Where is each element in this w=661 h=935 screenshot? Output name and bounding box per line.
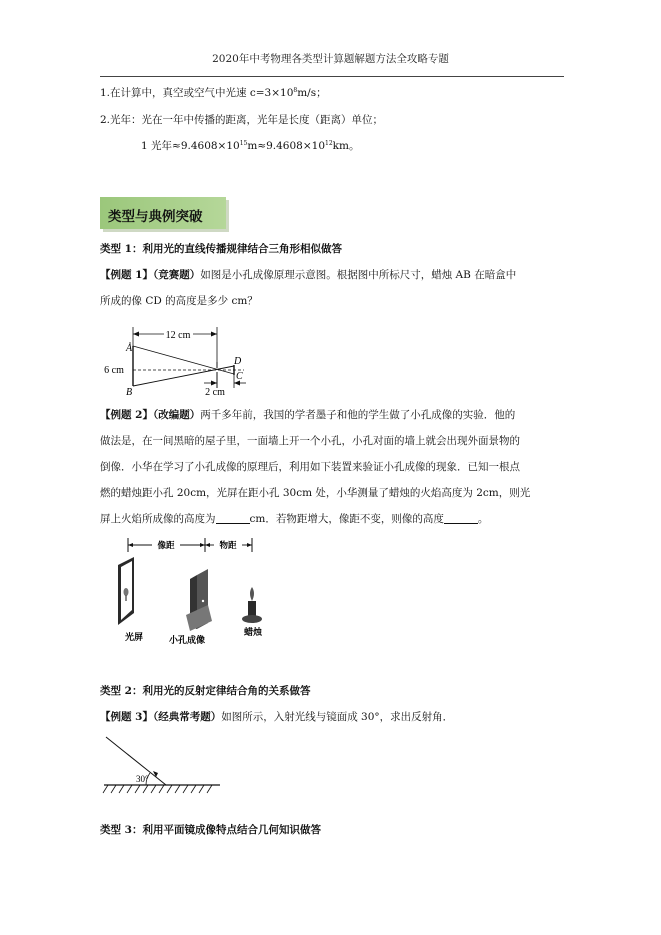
note-3: 1 光年$\approx 9.4608\times 10^{15}m\approx 9.4608\times 10^{12}km$。 (141, 140, 360, 152)
fig1-label-A: A (126, 343, 133, 354)
example2-line5: 屏上火焰所成像的高度为 cm．若物距增大，像距不变，则像的高度 。 (100, 513, 489, 525)
note-2: 2.光年：光在一年中传播的距离，光年是长度（距离）单位； (100, 114, 384, 126)
note-1: 1.在计算中，真空或空气中光速 $c=3\times 10^8m/s$； (100, 87, 327, 99)
header-divider (100, 76, 564, 77)
fig1-top-dimension: 12 cm (165, 330, 191, 341)
type2-heading: 类型 2：利用光的反射定律结合角的关系做答 (100, 685, 311, 697)
section-banner-label: 类型与典例突破 (108, 209, 203, 225)
fig2-screen-label: 光屏 (124, 632, 144, 642)
fig1-label-D: D (234, 356, 242, 367)
fig2-candle-label: 蜡烛 (243, 627, 263, 637)
section-banner (100, 197, 226, 229)
page-header-title: 2020年中考物理各类型计算题解题方法全攻略专题 (212, 53, 449, 65)
fig3-angle-label: 30° (136, 774, 149, 784)
answer-blank-1[interactable] (216, 513, 250, 524)
reflection-diagram (100, 733, 220, 797)
example2-line4: 燃的蜡烛距小孔 20cm，光屏在距小孔 30cm 处，小华测量了蜡烛的火焰高度为 2cm，则光 (100, 487, 531, 499)
answer-blank-2[interactable] (444, 513, 478, 524)
type3-heading: 类型 3：利用平面镜成像特点结合几何知识做答 (100, 824, 321, 836)
example1-line1: 【例题 1】（竞赛题）如图是小孔成像原理示意图。根据图中所标尺寸，蜡烛 AB 在暗盒中 (100, 269, 517, 281)
fig1-left-dimension: 6 cm (104, 365, 124, 376)
fig2-image-distance: 像距 (157, 540, 175, 550)
fig1-bottom-dimension: 2 cm (205, 387, 225, 398)
example2-line2: 做法是，在一间黑暗的屋子里，一面墙上开一个小孔，小孔对面的墙上就会出现外面景物的 (100, 435, 520, 447)
example2-line3: 倒像．小华在学习了小孔成像的原理后，利用如下装置来验证小孔成像的现象．已知一根点 (100, 461, 520, 473)
type1-heading: 类型 1：利用光的直线传播规律结合三角形相似做答 (100, 243, 342, 255)
fig2-pinhole-label: 小孔成像 (168, 635, 206, 645)
pinhole-apparatus-figure (104, 535, 274, 647)
example3-line: 【例题 3】（经典常考题）如图所示，入射光线与镜面成 30°，求出反射角． (100, 711, 454, 723)
fig1-label-C: C (236, 371, 243, 382)
pinhole-diagram (104, 322, 264, 402)
fig2-object-distance: 物距 (219, 540, 237, 550)
fig1-label-B: B (126, 387, 133, 398)
example2-line1: 【例题 2】（改编题）两千多年前，我国的学者墨子和他的学生做了小孔成像的实验．他的 (100, 409, 516, 421)
example1-line2: 所成的像 CD 的高度是多少 cm？ (100, 295, 258, 307)
